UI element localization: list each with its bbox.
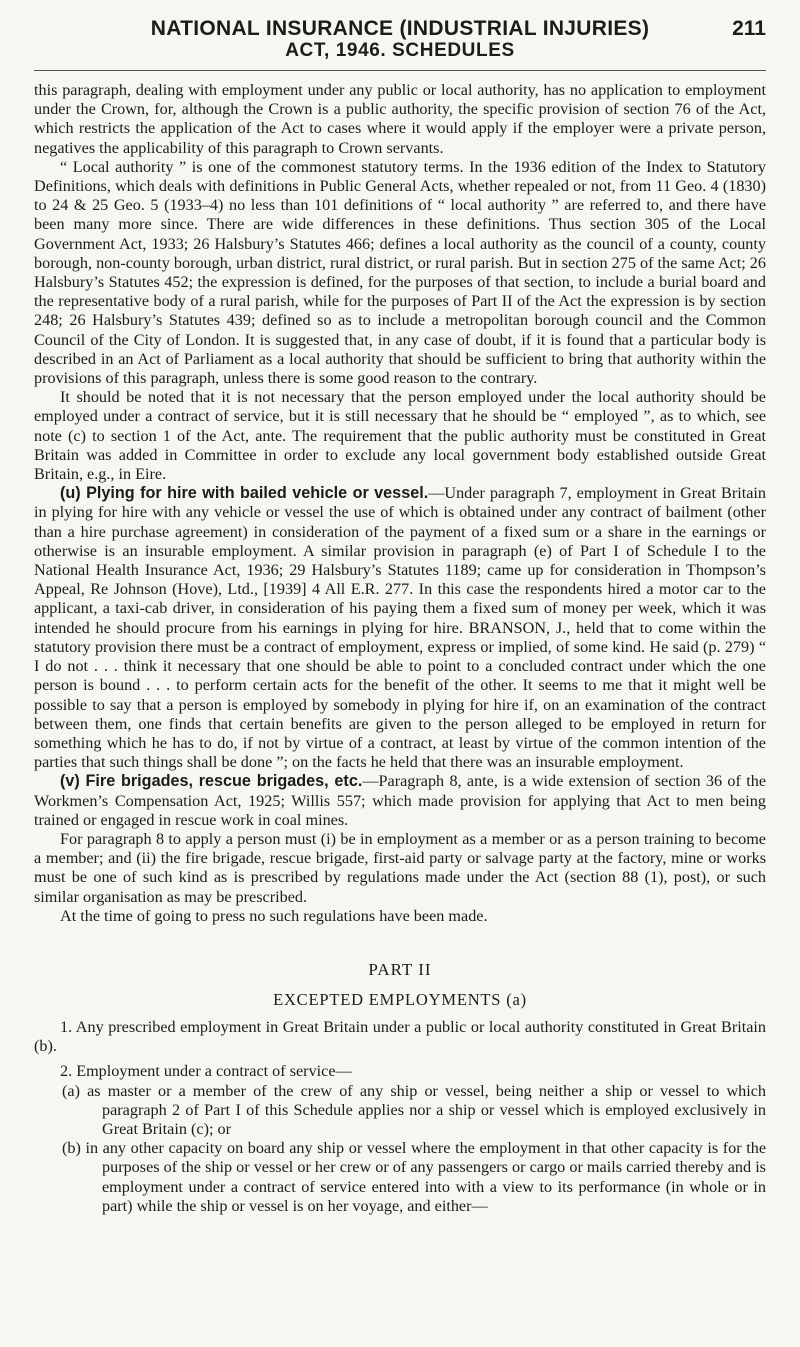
note-heading: (u) Plying for hire with bailed vehicle or vessel. xyxy=(60,484,429,503)
paragraph-fire-brigades xyxy=(34,772,766,830)
header-rule xyxy=(34,70,766,71)
paragraph-plying-for-hire xyxy=(34,484,766,772)
running-subtitle: ACT, 1946. SCHEDULES xyxy=(285,40,515,61)
paragraph: this paragraph, dealing with employment under any public or local authority, has no application to employment under the Crown, for, although the Crown is a public authority, the specific provision of section 76 of the Act, which restricts the application of the Act to cases where it would apply if the employer were a private person, negatives the applicability of this paragraph to Crown servants. xyxy=(34,81,766,157)
page-header xyxy=(34,18,766,62)
page-number: 211 xyxy=(732,17,766,40)
schedule-subitem: (b) in any other capacity on board any ship or vessel where the employment in that other capacity is for the purposes of the ship or vessel or her crew or of any passengers or cargo or mails carried thereby and is employment under a contract of service entered into with a view to its performance (in whole or in part) while the ship or vessel is on her voyage, and either— xyxy=(62,1139,766,1215)
part-heading: PART II xyxy=(368,959,432,979)
note-heading: (v) Fire brigades, rescue brigades, etc. xyxy=(60,772,363,791)
note-text: —Under paragraph 7, employment in Great Britain in plying for hire with any vehicle or vessel the use of which is obtained under any contract of bailment (other than a hire purchase agreement) in consideration of the payment of a fixed sum or a share in the earnings or otherwise is an insurable employment. A similar provision in paragraph (e) of Part I of Schedule I to the National Health Insurance Act, 1936; 29 Halsbury’s Statutes 1189; came up for consideration in Thompson’s Appeal, Re Johnson (Hove), Ltd., [1939] 4 All E.R. 277. In this case the respondents hired a motor car to the applicant, a taxi-cab driver, in consideration of his paying them a fixed sum of money per week, which it was intended he should procure from his earnings in plying for hire. BRANSON, J., held that to come within the statutory provision there must be a contract of employment, express or implied, of some kind. He said (p. 279) “ I do not . . . think it necessary that one should be able to point to a concluded contract under which the one person is bound . . . to perform certain acts for the benefit of the other. It seems to me that it might well be possible to say that a person is employed by somebody in plying for hire if, on an examination of the contract between them, one finds that certain benefits are given to the person alleged to be employed in return for something which he has to do, if not by virtue of a contract, at least by virtue of the common intention of the parties that such things shall be done ”; on the facts he held that there was an insurable employment. xyxy=(34,484,766,772)
paragraph: For paragraph 8 to apply a person must (i) be in employment as a member or as a person training to become a member; and (ii) the fire brigade, rescue brigade, first-aid party or salvage party at the factory, mine or works must be one of such kind as is prescribed by regulations made under the Act (section 88 (1), post), or such similar organisation as may be prescribed. xyxy=(34,829,766,906)
running-title: NATIONAL INSURANCE (INDUSTRIAL INJURIES) xyxy=(150,17,650,40)
body-text xyxy=(34,81,766,926)
paragraph: At the time of going to press no such regulations have been made. xyxy=(60,906,488,925)
schedule-item: 1. Any prescribed employment in Great Britain under a public or local authority constituted in Great Britain (b). xyxy=(34,1017,766,1056)
schedule-item: 2. Employment under a contract of service— xyxy=(60,1062,352,1081)
paragraph: It should be noted that it is not necessary that the person employed under the local authority should be employed under a contract of service, but it is still necessary that he should be “ employed ”, as to which, see note (c) to section 1 of the Act, ante. The requirement that the public authority must be constituted in Great Britain was added in Committee in order to exclude any local government body established outside Great Britain, e.g., in Eire. xyxy=(34,388,766,484)
schedule-subitem: (a) as master or a member of the crew of any ship or vessel, being neither a ship or vessel to which paragraph 2 of Part I of this Schedule applies nor a ship or vessel which is employed exclusively in Great Britain (c); or xyxy=(62,1081,766,1138)
note-text: —Paragraph 8, ante, is a wide extension of section 36 of the Workmen’s Compensation Act, 1925; Willis 557; which made provision for applying that Act to men being trained or engaged in rescue work in coal mines. xyxy=(34,772,767,829)
part-subheading: EXCEPTED EMPLOYMENTS (a) xyxy=(273,989,527,1009)
paragraph: “ Local authority ” is one of the commonest statutory terms. In the 1936 edition of the Index to Statutory Definitions, which deals with definitions in Public General Acts, whether repealed or not, from 11 Geo. 4 (1830) to 24 & 25 Geo. 5 (1933–4) no less than 101 definitions of “ local authority ” are referred to, and there have been many more since. There are wide differences in these definitions. Thus section 305 of the Local Government Act, 1933; 26 Halsbury’s Statutes 466; defines a local authority as the council of a county, county borough, non-county borough, urban district, rural district, or rural parish. But in section 275 of the same Act; 26 Halsbury’s Statutes 452; the expression is defined, for the purposes of that section, to include a burial board and the representative body of a rural parish, while for the purposes of Part II of the Act the expression is by section 248; 26 Halsbury’s Statutes 439; defined so as to include a metropolitan borough council and the Common Council of the City of London. It is suggested that, in any case of doubt, if it is found that a particular body is described in an Act of Parliament as a local authority that should be sufficient to bring that authority within the provisions of this paragraph, unless there is some good reason to the contrary. xyxy=(34,157,766,388)
